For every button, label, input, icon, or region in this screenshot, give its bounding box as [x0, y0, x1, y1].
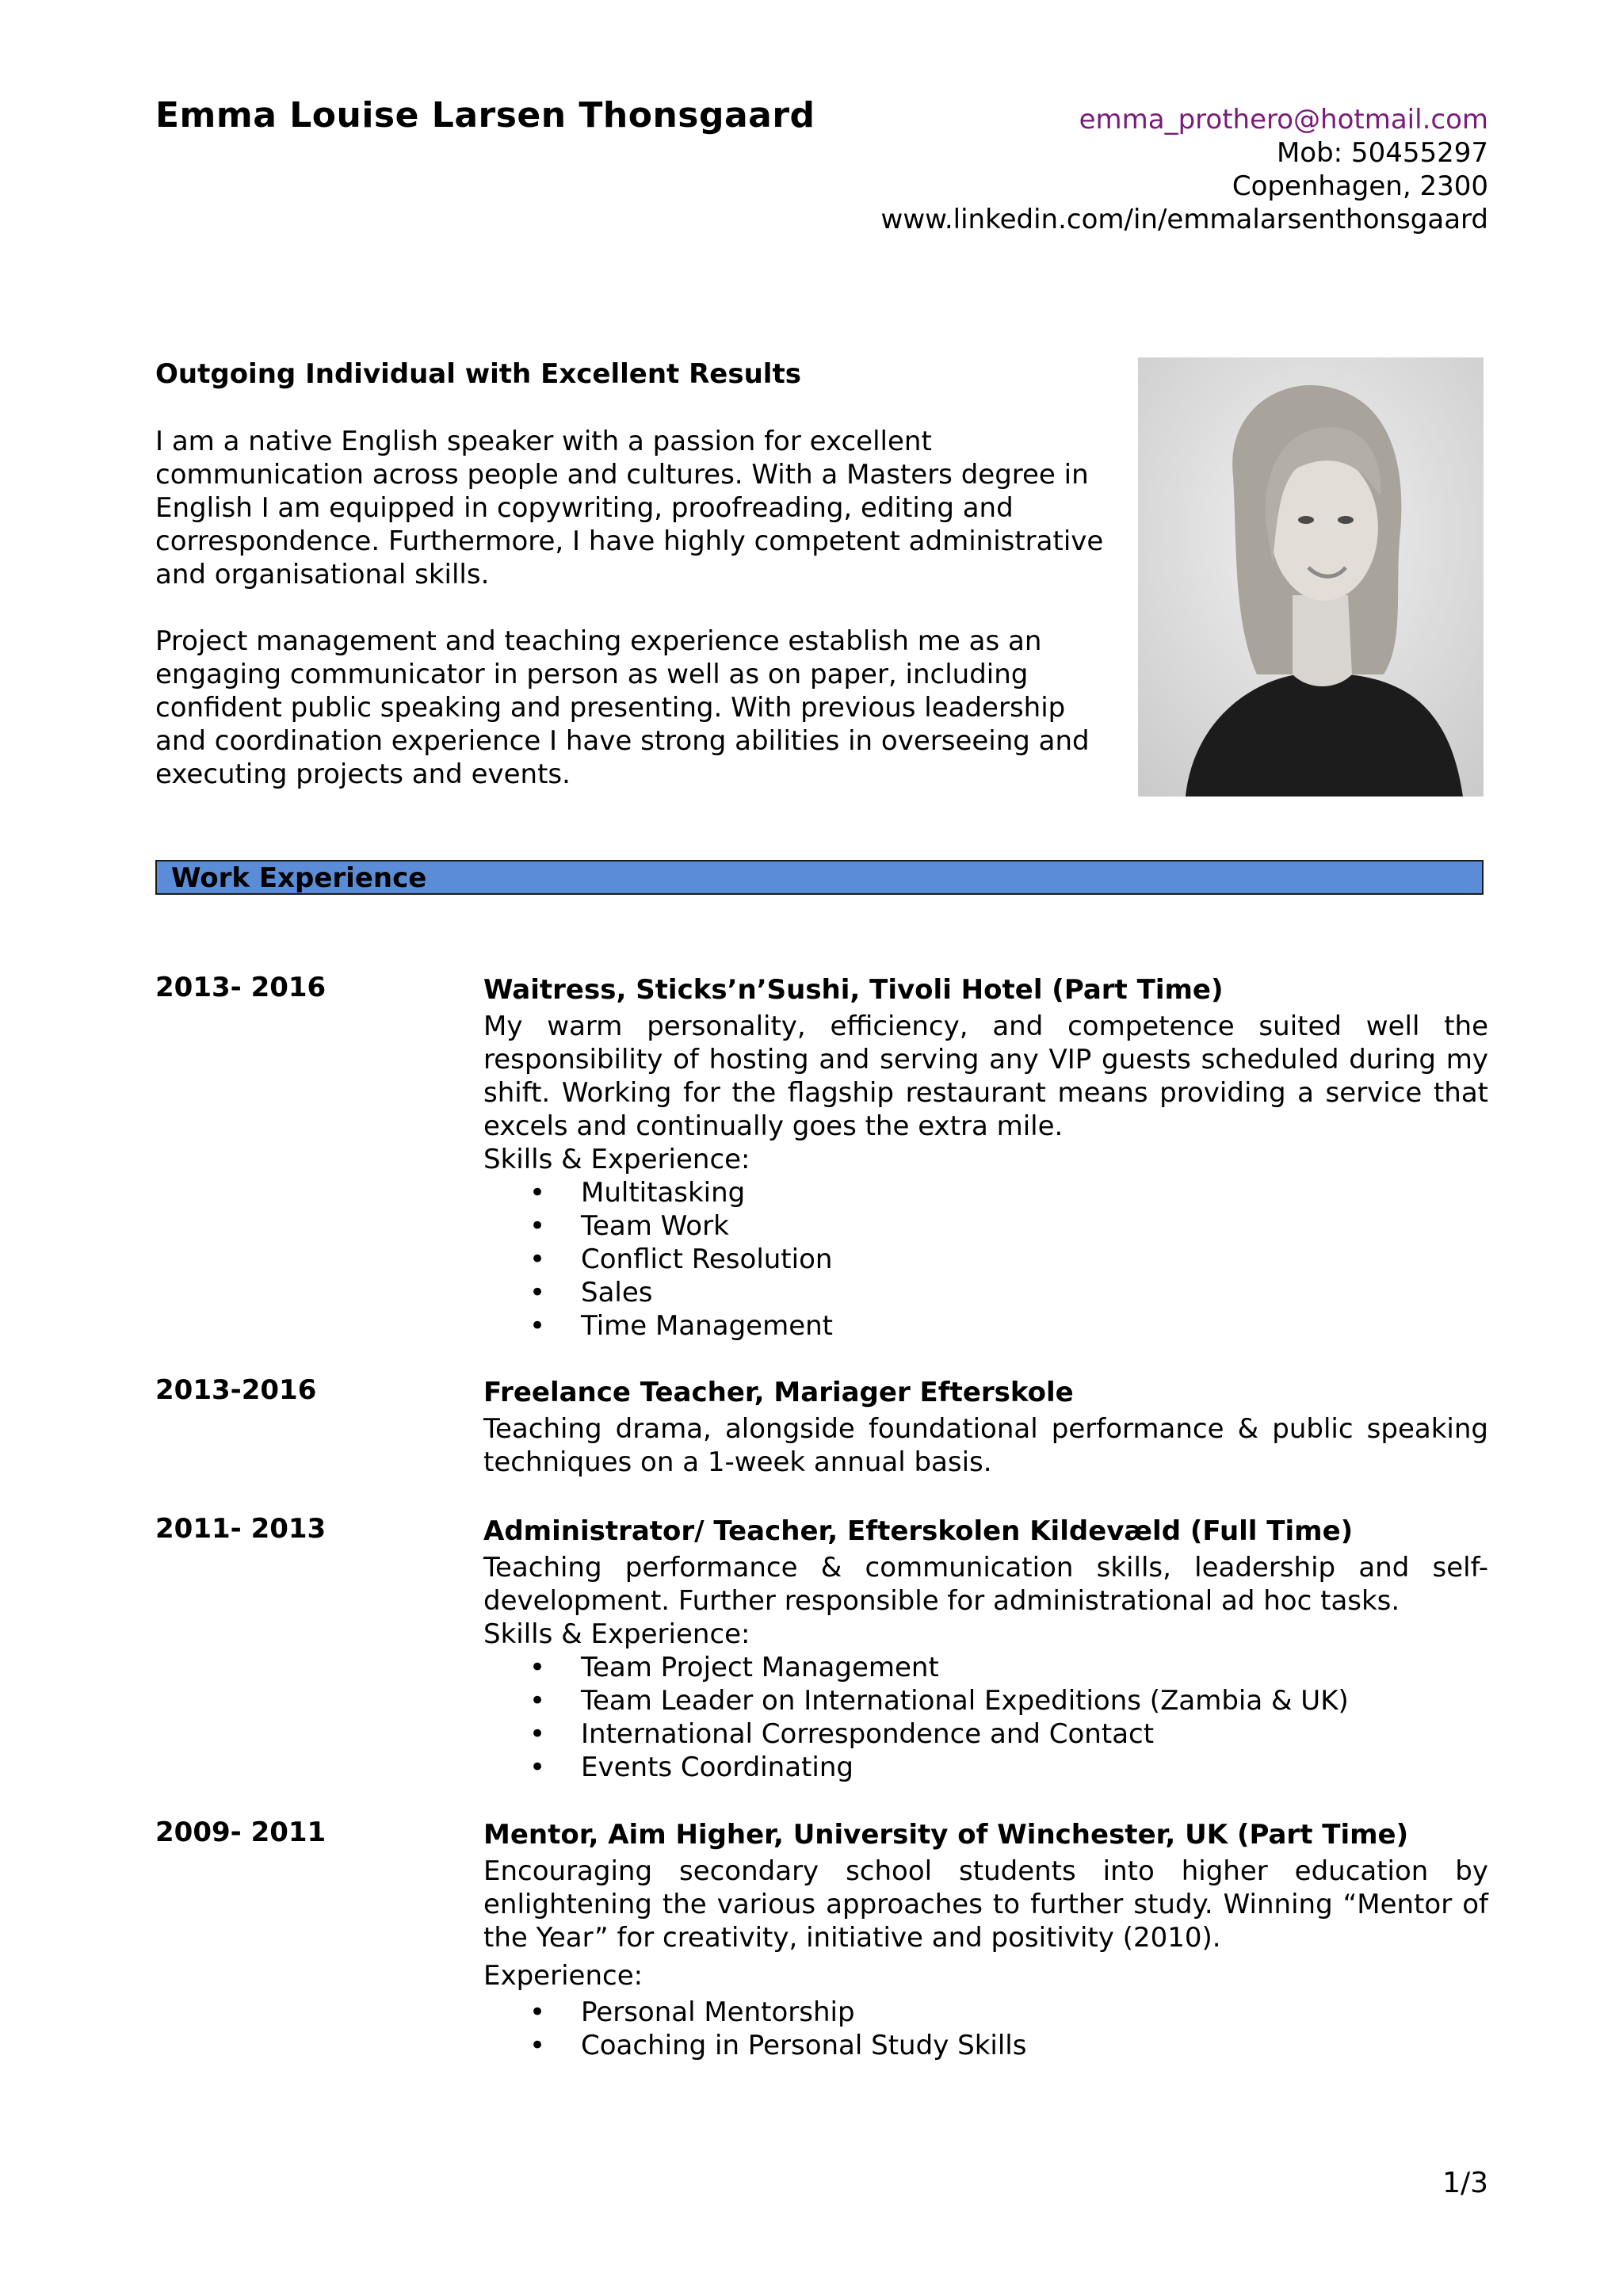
skills-list	[483, 1996, 1488, 2062]
bullet-icon: •	[529, 1210, 546, 1242]
skills-label: Experience:	[483, 1960, 643, 1992]
list-item: • Coaching in Personal Study Skills	[529, 2030, 1027, 2061]
skills-list	[483, 1651, 1488, 1784]
job-title: Freelance Teacher, Mariager Efterskole	[483, 1377, 1074, 1408]
job-description: Teaching performance & communication skills, leadership and self-development. Further responsible for administrational ad hoc tasks.	[483, 1552, 1488, 1617]
job-content	[483, 1817, 1488, 2062]
list-item: • Events Coordinating	[529, 1752, 854, 1783]
job-content	[483, 1374, 1488, 1479]
location: Copenhagen, 2300	[1232, 170, 1488, 202]
bullet-icon: •	[529, 1718, 546, 1750]
job-title: Mentor, Aim Higher, University of Winchester, UK (Part Time)	[483, 1819, 1409, 1851]
job-period: 2013- 2016	[155, 972, 327, 1003]
job-content	[483, 1513, 1488, 1784]
profile-headline: Outgoing Individual with Excellent Results	[155, 358, 801, 390]
list-item: • Team Project Management	[529, 1652, 939, 1683]
job-period: 2011- 2013	[155, 1513, 327, 1545]
job-title: Waitress, Sticks’n’Sushi, Tivoli Hotel (Part Time)	[483, 974, 1224, 1006]
summary-paragraph: Project management and teaching experience establish me as an engaging communicator in person as well as on paper, including confident public speaking and presenting. With previous leadership and coordination experience I have strong abilities in overseeing and executing projects and events.	[155, 625, 1090, 790]
bullet-icon: •	[529, 1244, 546, 1275]
job-description: My warm personality, efficiency, and competence suited well the responsibility of hosting and serving any VIP guests scheduled during my shift. Working for the flagship restaurant means providing a service that excels and continually goes the extra mile.	[483, 1010, 1488, 1142]
mobile-number: Mob: 50455297	[1276, 137, 1488, 169]
list-item: • Multitasking	[529, 1177, 746, 1209]
bullet-icon: •	[529, 1652, 546, 1683]
list-item: • Time Management	[529, 1310, 833, 1342]
profile-photo	[1138, 357, 1484, 797]
contact-block	[617, 103, 1488, 236]
list-item: • International Correspondence and Contact	[529, 1718, 1155, 1750]
bullet-icon: •	[529, 2030, 546, 2061]
section-title: Work Experience	[171, 862, 427, 894]
skills-label: Skills & Experience:	[483, 1618, 750, 1650]
job-title: Administrator/ Teacher, Efterskolen Kildevæld (Full Time)	[483, 1515, 1354, 1547]
bullet-icon: •	[529, 1752, 546, 1783]
bullet-icon: •	[529, 1177, 546, 1209]
bullet-icon: •	[529, 1310, 546, 1342]
list-item: • Sales	[529, 1277, 653, 1308]
job-description: Teaching drama, alongside foundational performance & public speaking techniques on a 1-week annual basis.	[483, 1413, 1488, 1478]
email-link[interactable]: emma_prothero@hotmail.com	[1079, 104, 1488, 136]
list-item: • Personal Mentorship	[529, 1996, 855, 2028]
candidate-name: Emma Louise Larsen Thonsgaard	[155, 95, 815, 136]
bullet-icon: •	[529, 1996, 546, 2028]
job-content	[483, 972, 1488, 1343]
list-item: • Conflict Resolution	[529, 1244, 833, 1275]
job-period: 2013-2016	[155, 1374, 317, 1406]
job-description: Encouraging secondary school students into higher education by enlightening the various approaches to further study. Winning “Mentor of the Year” for creativity, initiative and positivity (2010).	[483, 1855, 1488, 1954]
bullet-icon: •	[529, 1685, 546, 1717]
list-item: • Team Leader on International Expeditions (Zambia & UK)	[529, 1685, 1349, 1717]
work-experience-header	[155, 860, 1484, 895]
page-number: 1/3	[1442, 2167, 1488, 2199]
list-item: • Team Work	[529, 1210, 729, 1242]
skills-list	[483, 1176, 1488, 1343]
bullet-icon: •	[529, 1277, 546, 1308]
linkedin-link[interactable]: www.linkedin.com/in/emmalarsenthonsgaard	[880, 204, 1488, 235]
profile-summary	[155, 425, 1122, 824]
job-period: 2009- 2011	[155, 1817, 327, 1848]
summary-paragraph: I am a native English speaker with a passion for excellent communication across people and cultures. With a Masters degree in English I am equipped in copywriting, proofreading, editing and correspondence. Furthermore, I have highly competent administrative and organisational skills.	[155, 426, 1104, 590]
skills-label: Skills & Experience:	[483, 1144, 750, 1175]
